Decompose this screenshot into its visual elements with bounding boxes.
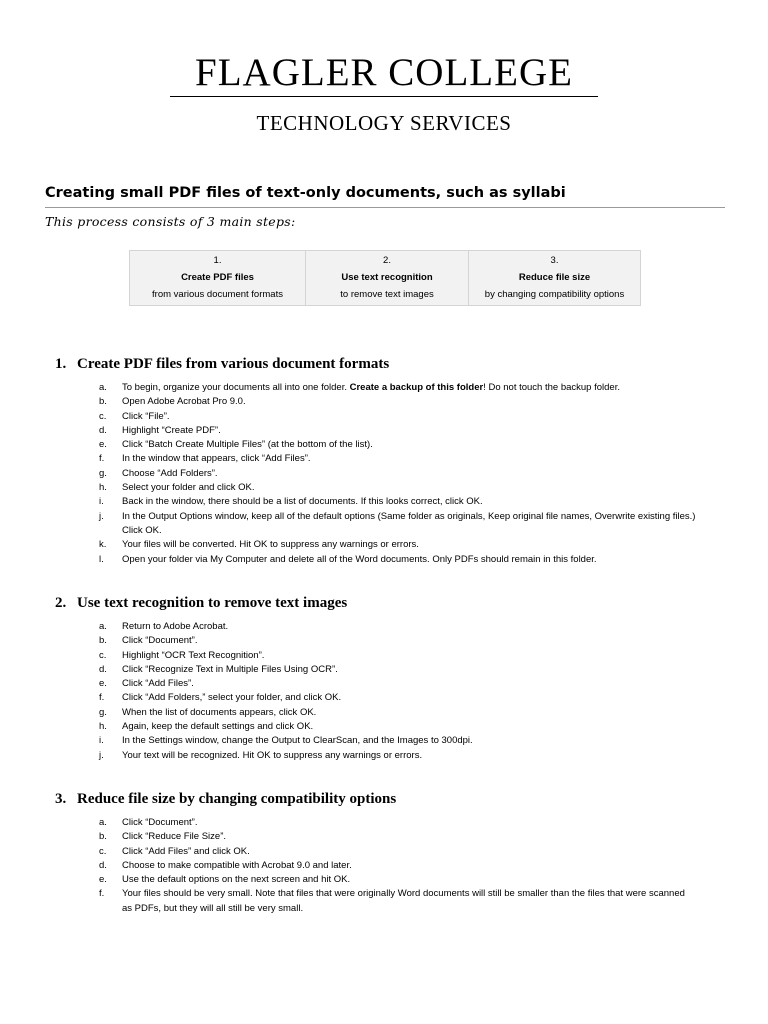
item-text-after: ! Do not touch the backup folder. xyxy=(483,382,620,393)
item-marker: d. xyxy=(99,663,107,675)
item-marker: b. xyxy=(99,635,107,647)
item-marker: h. xyxy=(99,721,107,733)
step-cell-2 xyxy=(306,251,469,306)
list-item xyxy=(55,873,697,887)
item-marker: a. xyxy=(99,382,107,393)
page-header xyxy=(0,50,768,135)
item-marker: l. xyxy=(99,553,104,565)
list-item xyxy=(55,410,697,424)
step-detail: to remove text images xyxy=(340,289,434,300)
list-item xyxy=(55,452,697,466)
step-cell-3 xyxy=(469,251,641,306)
item-text: Again, keep the default settings and click OK. xyxy=(122,721,314,733)
item-bold-text: Create a backup of this folder xyxy=(349,382,484,393)
step-detail: from various document formats xyxy=(152,289,283,300)
steps-summary-table xyxy=(129,250,641,306)
item-marker: f. xyxy=(99,888,105,900)
item-text: Your files will be converted. Hit OK to suppress any warnings or errors. xyxy=(122,539,419,551)
section-heading xyxy=(55,354,735,374)
item-marker: b. xyxy=(99,831,107,843)
item-marker: j. xyxy=(99,749,104,761)
item-marker: a. xyxy=(99,817,107,828)
item-marker: i. xyxy=(99,496,104,508)
step-number: 3. xyxy=(550,255,559,266)
item-text: Highlight “OCR Text Recognition”. xyxy=(122,649,265,661)
item-text: In the Output Options window, keep all of the default options (Same folder as originals, Keep original file names, Overwrite existing files.) Click OK. xyxy=(122,510,696,536)
item-marker: f. xyxy=(99,453,105,465)
department-name: TECHNOLOGY SERVICES xyxy=(256,111,512,135)
item-marker: c. xyxy=(99,649,107,661)
section-heading-text: Use text recognition to remove text images xyxy=(77,595,348,611)
list-item xyxy=(55,720,697,734)
item-marker: c. xyxy=(99,410,107,422)
list-item xyxy=(55,510,697,539)
list-item xyxy=(55,467,697,481)
item-marker: e. xyxy=(99,678,107,690)
item-text: When the list of documents appears, click OK. xyxy=(122,706,317,718)
item-text: In the Settings window, change the Output to ClearScan, and the Images to 300dpi. xyxy=(122,735,473,747)
section-number: 3. xyxy=(55,791,67,807)
list-item xyxy=(55,495,697,509)
step-list xyxy=(55,816,735,916)
item-text: Click “Document”. xyxy=(122,817,198,828)
item-marker: c. xyxy=(99,845,107,857)
item-marker: d. xyxy=(99,859,107,871)
list-item xyxy=(55,830,697,844)
list-item xyxy=(55,677,697,691)
header-divider xyxy=(170,96,598,97)
list-item xyxy=(55,381,697,395)
item-marker: e. xyxy=(99,439,107,451)
item-text: Choose “Add Folders”. xyxy=(122,467,218,479)
item-text: Back in the window, there should be a list of documents. If this looks correct, click OK. xyxy=(122,496,483,508)
step-number: 1. xyxy=(213,255,222,266)
step-number: 2. xyxy=(383,255,391,266)
item-text: Return to Adobe Acrobat. xyxy=(122,621,229,632)
section-reduce-size xyxy=(55,789,735,916)
item-text: Click “Document”. xyxy=(122,635,198,647)
step-list xyxy=(55,620,735,763)
item-text: Use the default options on the next screen and hit OK. xyxy=(122,874,351,886)
list-item xyxy=(55,663,697,677)
list-item xyxy=(55,706,697,720)
item-marker: j. xyxy=(99,510,104,522)
list-item xyxy=(55,749,697,763)
list-item xyxy=(55,859,697,873)
list-item xyxy=(55,438,697,452)
item-marker: h. xyxy=(99,482,107,494)
item-marker: e. xyxy=(99,874,107,886)
item-marker: d. xyxy=(99,424,107,436)
section-heading xyxy=(55,789,735,809)
section-create-pdf xyxy=(55,354,735,567)
list-item xyxy=(55,887,697,916)
section-number: 1. xyxy=(55,356,67,372)
item-text: Choose to make compatible with Acrobat 9.0 and later. xyxy=(122,859,352,871)
list-item xyxy=(55,845,697,859)
item-text: Click “Reduce File Size”. xyxy=(122,831,226,843)
item-text: Your files should be very small. Note that files that were originally Word documents will still be smaller than the files that were scanned as PDFs, but they will all still be very small. xyxy=(122,888,685,914)
step-name: Create PDF files xyxy=(181,272,254,283)
list-item xyxy=(55,481,697,495)
item-text: To begin, organize your documents all into one folder. xyxy=(122,382,350,393)
section-number: 2. xyxy=(55,595,67,611)
item-text: Click “Recognize Text in Multiple Files Using OCR”. xyxy=(122,663,338,675)
list-item xyxy=(55,620,697,634)
list-item xyxy=(55,649,697,663)
item-text: Open Adobe Acrobat Pro 9.0. xyxy=(122,396,246,408)
list-item xyxy=(55,634,697,648)
document-subtitle: This process consists of 3 main steps: xyxy=(45,214,296,229)
item-text: Select your folder and click OK. xyxy=(122,482,255,494)
item-marker: f. xyxy=(99,692,105,704)
item-text: In the window that appears, click “Add Files”. xyxy=(122,453,311,465)
section-heading xyxy=(55,593,735,613)
list-item xyxy=(55,424,697,438)
step-cell-1 xyxy=(130,251,306,306)
item-text: Click “Batch Create Multiple Files” (at the bottom of the list). xyxy=(122,439,373,451)
step-detail: by changing compatibility options xyxy=(484,289,625,300)
step-name: Use text recognition xyxy=(341,272,433,283)
document-title: Creating small PDF files of text-only documents, such as syllabi xyxy=(45,183,725,208)
step-name: Reduce file size xyxy=(518,272,591,283)
list-item xyxy=(55,553,697,567)
item-marker: g. xyxy=(99,706,107,718)
list-item xyxy=(55,691,697,705)
list-item xyxy=(55,816,697,830)
item-text: Your text will be recognized. Hit OK to suppress any warnings or errors. xyxy=(122,749,423,761)
section-heading-text: Create PDF files from various document formats xyxy=(77,356,390,372)
item-marker: k. xyxy=(99,539,107,551)
item-marker: i. xyxy=(99,735,104,747)
section-text-recognition xyxy=(55,593,735,763)
list-item xyxy=(55,538,697,552)
item-marker: g. xyxy=(99,467,107,479)
section-heading-text: Reduce file size by changing compatibility options xyxy=(77,791,397,807)
item-text: Click “Add Folders,” select your folder, and click OK. xyxy=(122,692,342,704)
list-item xyxy=(55,395,697,409)
item-text: Highlight “Create PDF”. xyxy=(122,424,221,436)
item-text: Open your folder via My Computer and delete all of the Word documents. Only PDFs should remain in this folder. xyxy=(122,553,597,565)
item-text: Click “Add Files” and click OK. xyxy=(122,845,250,857)
item-text: Click “File”. xyxy=(122,410,170,422)
college-name: FLAGLER COLLEGE xyxy=(195,51,573,94)
item-marker: a. xyxy=(99,621,107,632)
list-item xyxy=(55,734,697,748)
step-list xyxy=(55,381,735,567)
item-marker: b. xyxy=(99,396,107,408)
item-text: Click “Add Files”. xyxy=(122,678,194,690)
